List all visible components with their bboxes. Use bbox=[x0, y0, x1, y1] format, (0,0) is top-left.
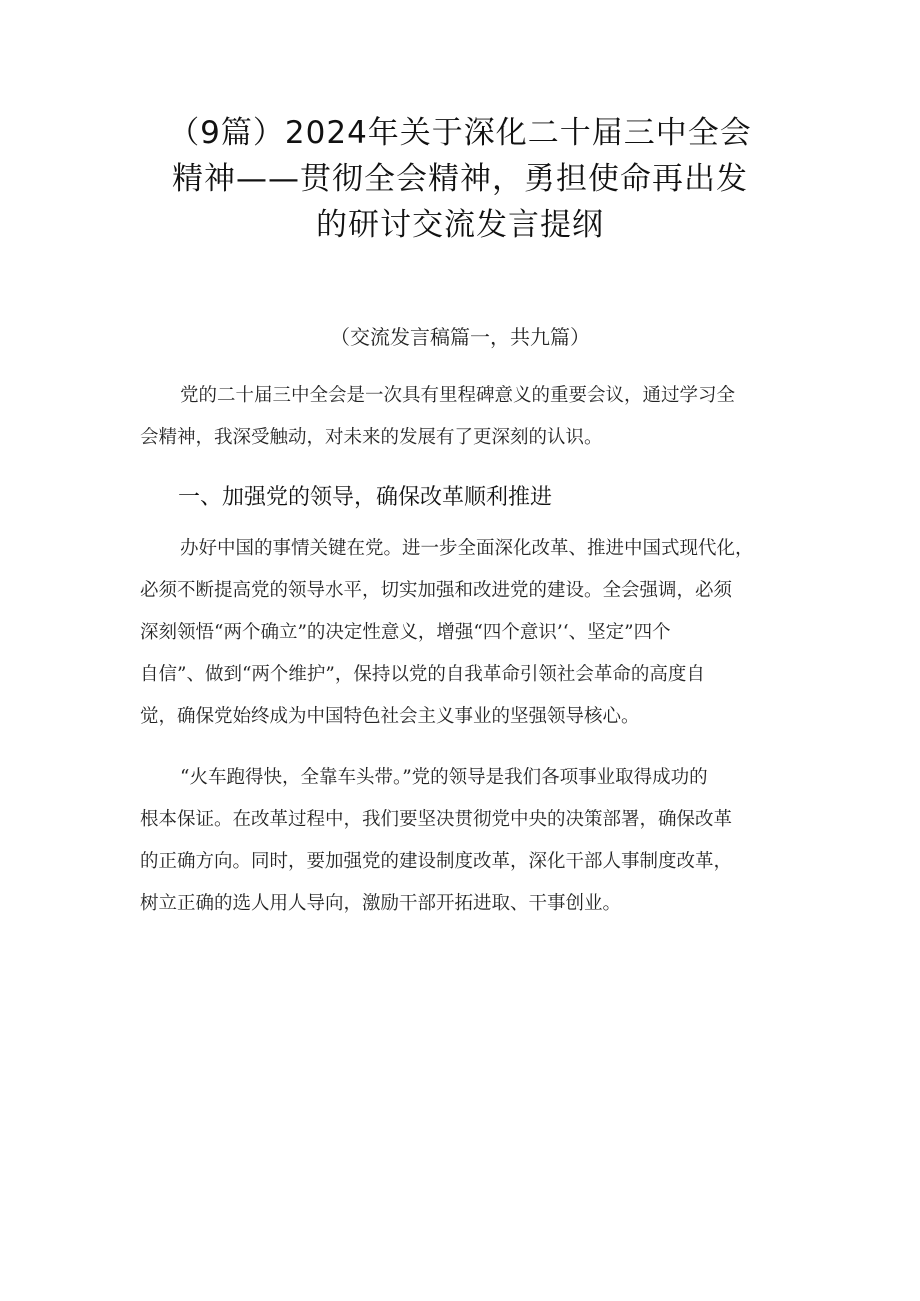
para2-line-1: “火车跑得快，全靠车头带。”党的领导是我们各项事业取得成功的 bbox=[180, 767, 708, 788]
document-subtitle: （交流发言稿篇一，共九篇） bbox=[330, 325, 590, 349]
title-line-3: 的研讨交流发言提纲 bbox=[316, 207, 604, 243]
section1-paragraph-2 bbox=[140, 757, 780, 925]
para1-line-3: 深刻领悟“两个确立”的决定性意义，增强“四个意识’‘、坚定”四个 bbox=[140, 622, 671, 643]
para1-line-2: 必须不断提高党的领导水平，切实加强和改进党的建设。全会强调，必须 bbox=[140, 580, 733, 601]
intro-paragraph bbox=[140, 375, 780, 459]
intro-line-1: 党的二十届三中全会是一次具有里程碑意义的重要会议，通过学习全 bbox=[180, 385, 736, 406]
para2-line-4: 树立正确的选人用人导向，激励干部开拓进取、干事创业。 bbox=[140, 893, 622, 914]
para1-line-4: 自信”、做到“两个维护”，保持以党的自我革命引领社会革命的高度自 bbox=[140, 664, 705, 685]
document-title bbox=[100, 110, 820, 248]
para2-line-3: 的正确方向。同时，要加强党的建设制度改革，深化干部人事制度改革， bbox=[140, 851, 733, 872]
title-line-1: （9篇）2024年关于深化二十届三中全会 bbox=[168, 115, 752, 151]
title-line-2: 精神——贯彻全会精神，勇担使命再出发 bbox=[172, 161, 748, 197]
section1-paragraph-1 bbox=[140, 528, 780, 738]
para2-line-2: 根本保证。在改革过程中，我们要坚决贯彻党中央的决策部署，确保改革 bbox=[140, 809, 733, 830]
section-heading-1: 一、加强党的领导，确保改革顺利推进 bbox=[178, 485, 553, 510]
para1-line-1: 办好中国的事情关键在党。进一步全面深化改革、推进中国式现代化， bbox=[180, 538, 754, 559]
intro-line-2: 会精神，我深受触动，对未来的发展有了更深刻的认识。 bbox=[140, 427, 603, 448]
para1-line-5: 觉，确保党始终成为中国特色社会主义事业的坚强领导核心。 bbox=[140, 706, 640, 727]
